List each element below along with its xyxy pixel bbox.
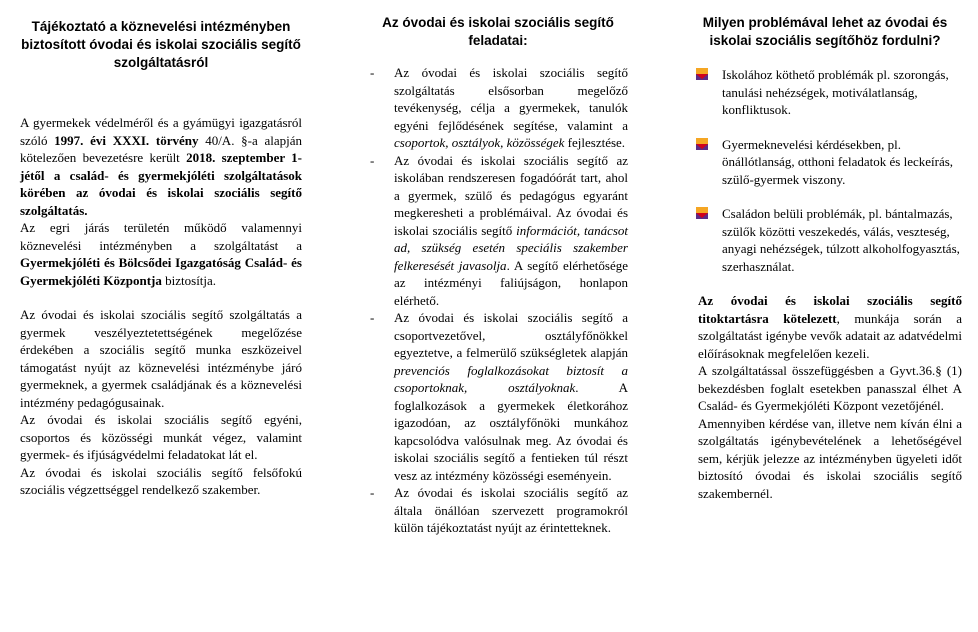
list-item (368, 484, 628, 537)
law-date-bold: 2018. szeptember 1-jétől a család- és gyermekjóléti szolgáltatások körében az óvodai és iskolai szociális segítő szolgáltatás. (20, 150, 302, 218)
task-italic: információt, tanácsot ad, szükség esetén speciális szakember felkeresését javasolja (394, 222, 629, 273)
intro-title: Tájékoztató a köznevelési intézményben biztosított óvodai és iskolai szociális segítő szolgáltatásról (21, 19, 301, 70)
arrow-bullet-icon (696, 68, 708, 80)
intro-paragraph-law (20, 114, 302, 219)
intro-paragraph-purpose: Az óvodai és iskolai szociális segítő szolgáltatás a gyermek veszélyeztetettségének megelőzése érdekében a szociális segítő munka eszközeivel támogatást nyújt az köznevelési intézménybe járó gyermeknek, a gyermek családjának és a köznevelési intézmény pedagógusainak. (20, 307, 302, 410)
task-text: Az óvodai és iskolai szociális segítő az iskolában rendszeresen fogadóórát tart, ahol a gyermek, szülő és pedagógus egyaránt megkeresheti a problémáival. Az óvodai és iskolai szociális segítő (394, 152, 628, 238)
list-item (368, 64, 628, 152)
list-item (686, 66, 962, 119)
problem-text: Gyermeknevelési kérdésekben, pl. önállótlanság, otthoni feladatok és leckeírás, szülő-gyermek viszony. (722, 136, 954, 187)
arrow-bullet-icon (696, 138, 708, 150)
task-text: . A segítő elérhetősége az intézményi faliújságon, honlapon elérhető. (394, 257, 628, 308)
task-text: Az óvodai és iskolai szociális segítő az általa önállóan szervezett programokról külön tájékoztatást nyújt az érintetteknek. (394, 485, 628, 535)
problems-title: Milyen problémával lehet az óvodai és iskolai szociális segítőhöz fordulni? (702, 15, 948, 48)
list-item (686, 205, 962, 275)
provider-text-2: biztosítja. (161, 272, 217, 288)
arrow-bullet-icon (696, 207, 708, 219)
tasks-title: Az óvodai és iskolai szociális segítő feladatai: (382, 15, 614, 48)
list-item (368, 309, 628, 484)
problems-list (686, 66, 962, 275)
task-italic: prevenciós foglalkozásokat biztosít a csoportoknak, osztályoknak (394, 362, 628, 395)
problem-text: Iskolához köthető problémák pl. szorongás, tanulási nehézségek, motiválatlanság, konfliktusok. (722, 67, 949, 117)
confidentiality-text: , munkája során a szolgáltatást igénybe vevők adatait az adatvédelmi előírásoknak megfelelően kezeli. (698, 310, 962, 361)
intro-paragraph-qualification: Az óvodai és iskolai szociális segítő felsőfokú szociális végzettséggel rendelkező szakember. (20, 464, 302, 497)
intro-paragraph-provider (20, 219, 302, 289)
intro-column (20, 14, 302, 499)
tasks-list (368, 64, 628, 537)
task-italic: csoportok, osztályok, közösségek (394, 135, 565, 150)
intro-paragraph-work: Az óvodai és iskolai szociális segítő egyéni, csoportos és közösségi munkát végez, valamint gyermek- és ifjúságvédelmi feladatokat lát el. (20, 412, 302, 462)
confidentiality-paragraph (686, 292, 962, 362)
provider-name-bold: Gyermekjóléti és Bölcsődei Igazgatóság Család- és Gyermekjóléti Központja (20, 255, 302, 288)
problem-text: Családon belüli problémák, pl. bántalmazás, szülők közötti veszekedés, válás, veszteség, anyagi nehézségek, túlzott alkoholfogyasztás, szerhasználat. (722, 206, 960, 274)
law-text-2: 40/A. §-a alapján kötelezően bevezetésre került (20, 132, 302, 165)
tasks-column (368, 14, 628, 537)
law-text-1: A gyermekek védelméről és a gyámügyi igazgatásról szóló (20, 115, 302, 148)
list-item (368, 152, 628, 310)
problems-column (686, 14, 962, 502)
task-text: fejlesztése. (564, 135, 626, 150)
complaint-paragraph: A szolgáltatással összefüggésben a Gyvt.36.§ (1) bekezdésben foglalt esetekben panasszal élhet A Család- és Gyermekjóléti Központ vezetőjénél. (698, 363, 962, 413)
task-text: Az óvodai és iskolai szociális segítő szolgáltatás elsősorban megelőző tevékenység, célja a gyermekek, tanulók egyéni fejlődésének segítése, valamint a (394, 65, 628, 133)
list-item (686, 136, 962, 189)
task-text: . A foglalkozások a gyermekek életkorához igazodóan, az osztályfőnöki munkához kapcsolódva valósulnak meg. Az óvodai és iskolai szociális segítő a fentieken túl részt vesz az intézmény közösségi eseményein. (394, 380, 628, 483)
confidentiality-bold: Az óvodai és iskolai szociális segítő titoktartásra kötelezett (698, 293, 962, 326)
task-text: Az óvodai és iskolai szociális segítő a csoportvezetővel, osztályfőnökkel egyeztetve, a felmerülő szükségletek alapján (394, 310, 628, 360)
provider-text-1: Az egri járás területén működő valamennyi köznevelési intézményben a szolgáltatást a (20, 220, 302, 253)
contact-paragraph: Amennyiben kérdése van, illetve nem kíván élni a szolgáltatás igénybevételének a lehetőségével sem, kérjük jelezze az intézményben ügyeleti időt biztosító óvodai és iskolai szociális segítő szakembernél. (698, 415, 962, 501)
law-ref-bold: 1997. évi XXXI. törvény (54, 132, 199, 148)
